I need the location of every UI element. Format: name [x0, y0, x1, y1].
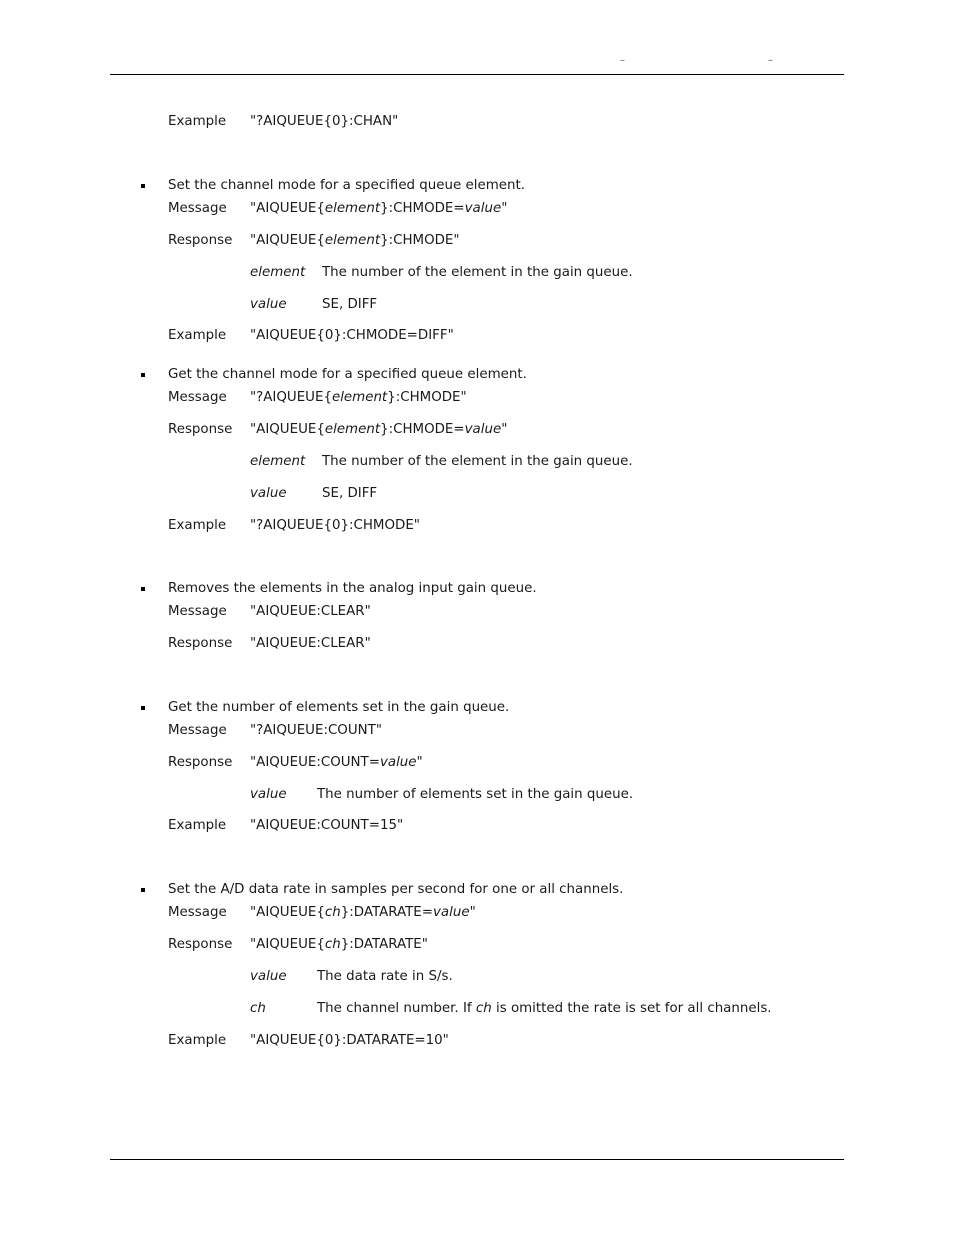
response-value: "AIQUEUE{element}:CHMODE"	[250, 233, 460, 248]
example-value: "?AIQUEUE{0}:CHAN"	[250, 114, 399, 129]
message-value: "?AIQUEUE:COUNT"	[250, 723, 382, 738]
bullet	[141, 373, 145, 377]
response-value: "AIQUEUE:CLEAR"	[250, 636, 371, 651]
bullet	[141, 706, 145, 710]
header-rule	[110, 74, 844, 75]
message-value: "AIQUEUE{element}:CHMODE=value"	[250, 201, 508, 216]
example-label: Example	[168, 114, 227, 129]
header-mark: –	[620, 55, 625, 66]
param-desc: The data rate in S/s.	[317, 969, 453, 984]
message-label: Message	[168, 604, 227, 619]
example-value: "AIQUEUE{0}:DATARATE=10"	[250, 1033, 449, 1048]
bullet	[141, 888, 145, 892]
param-name: element	[250, 454, 306, 469]
message-value: "AIQUEUE{ch}:DATARATE=value"	[250, 905, 476, 920]
bullet	[141, 184, 145, 188]
message-label: Message	[168, 201, 227, 216]
header-mark: –	[768, 55, 773, 66]
example-value: "?AIQUEUE{0}:CHMODE"	[250, 518, 420, 533]
example-label: Example	[168, 518, 227, 533]
example-label: Example	[168, 818, 227, 833]
param-desc: The number of the element in the gain queue.	[322, 265, 633, 280]
section-description: Set the A/D data rate in samples per second for one or all channels.	[168, 882, 624, 897]
response-label: Response	[168, 937, 233, 952]
response-value: "AIQUEUE{element}:CHMODE=value"	[250, 422, 508, 437]
section-description: Get the number of elements set in the gain queue.	[168, 700, 510, 715]
example-value: "AIQUEUE{0}:CHMODE=DIFF"	[250, 328, 454, 343]
example-value: "AIQUEUE:COUNT=15"	[250, 818, 404, 833]
footer-rule	[110, 1159, 844, 1160]
param-desc: The channel number. If ch is omitted the rate is set for all channels.	[317, 1001, 772, 1016]
message-label: Message	[168, 723, 227, 738]
message-label: Message	[168, 905, 227, 920]
response-label: Response	[168, 636, 233, 651]
param-name: value	[250, 787, 287, 802]
response-value: "AIQUEUE:COUNT=value"	[250, 755, 423, 770]
message-value: "?AIQUEUE{element}:CHMODE"	[250, 390, 467, 405]
param-desc: The number of the element in the gain queue.	[322, 454, 633, 469]
param-desc: SE, DIFF	[322, 486, 378, 501]
message-value: "AIQUEUE:CLEAR"	[250, 604, 371, 619]
param-name: value	[250, 297, 287, 312]
message-label: Message	[168, 390, 227, 405]
param-desc: The number of elements set in the gain queue.	[317, 787, 634, 802]
section-description: Set the channel mode for a specified queue element.	[168, 178, 525, 193]
response-label: Response	[168, 422, 233, 437]
response-value: "AIQUEUE{ch}:DATARATE"	[250, 937, 428, 952]
section-description: Get the channel mode for a specified queue element.	[168, 367, 527, 382]
example-label: Example	[168, 328, 227, 343]
example-label: Example	[168, 1033, 227, 1048]
param-name: value	[250, 486, 287, 501]
section-description: Removes the elements in the analog input gain queue.	[168, 581, 537, 596]
param-name: element	[250, 265, 306, 280]
param-desc: SE, DIFF	[322, 297, 378, 312]
bullet	[141, 587, 145, 591]
param-name: ch	[250, 1001, 266, 1016]
response-label: Response	[168, 755, 233, 770]
param-name: value	[250, 969, 287, 984]
response-label: Response	[168, 233, 233, 248]
